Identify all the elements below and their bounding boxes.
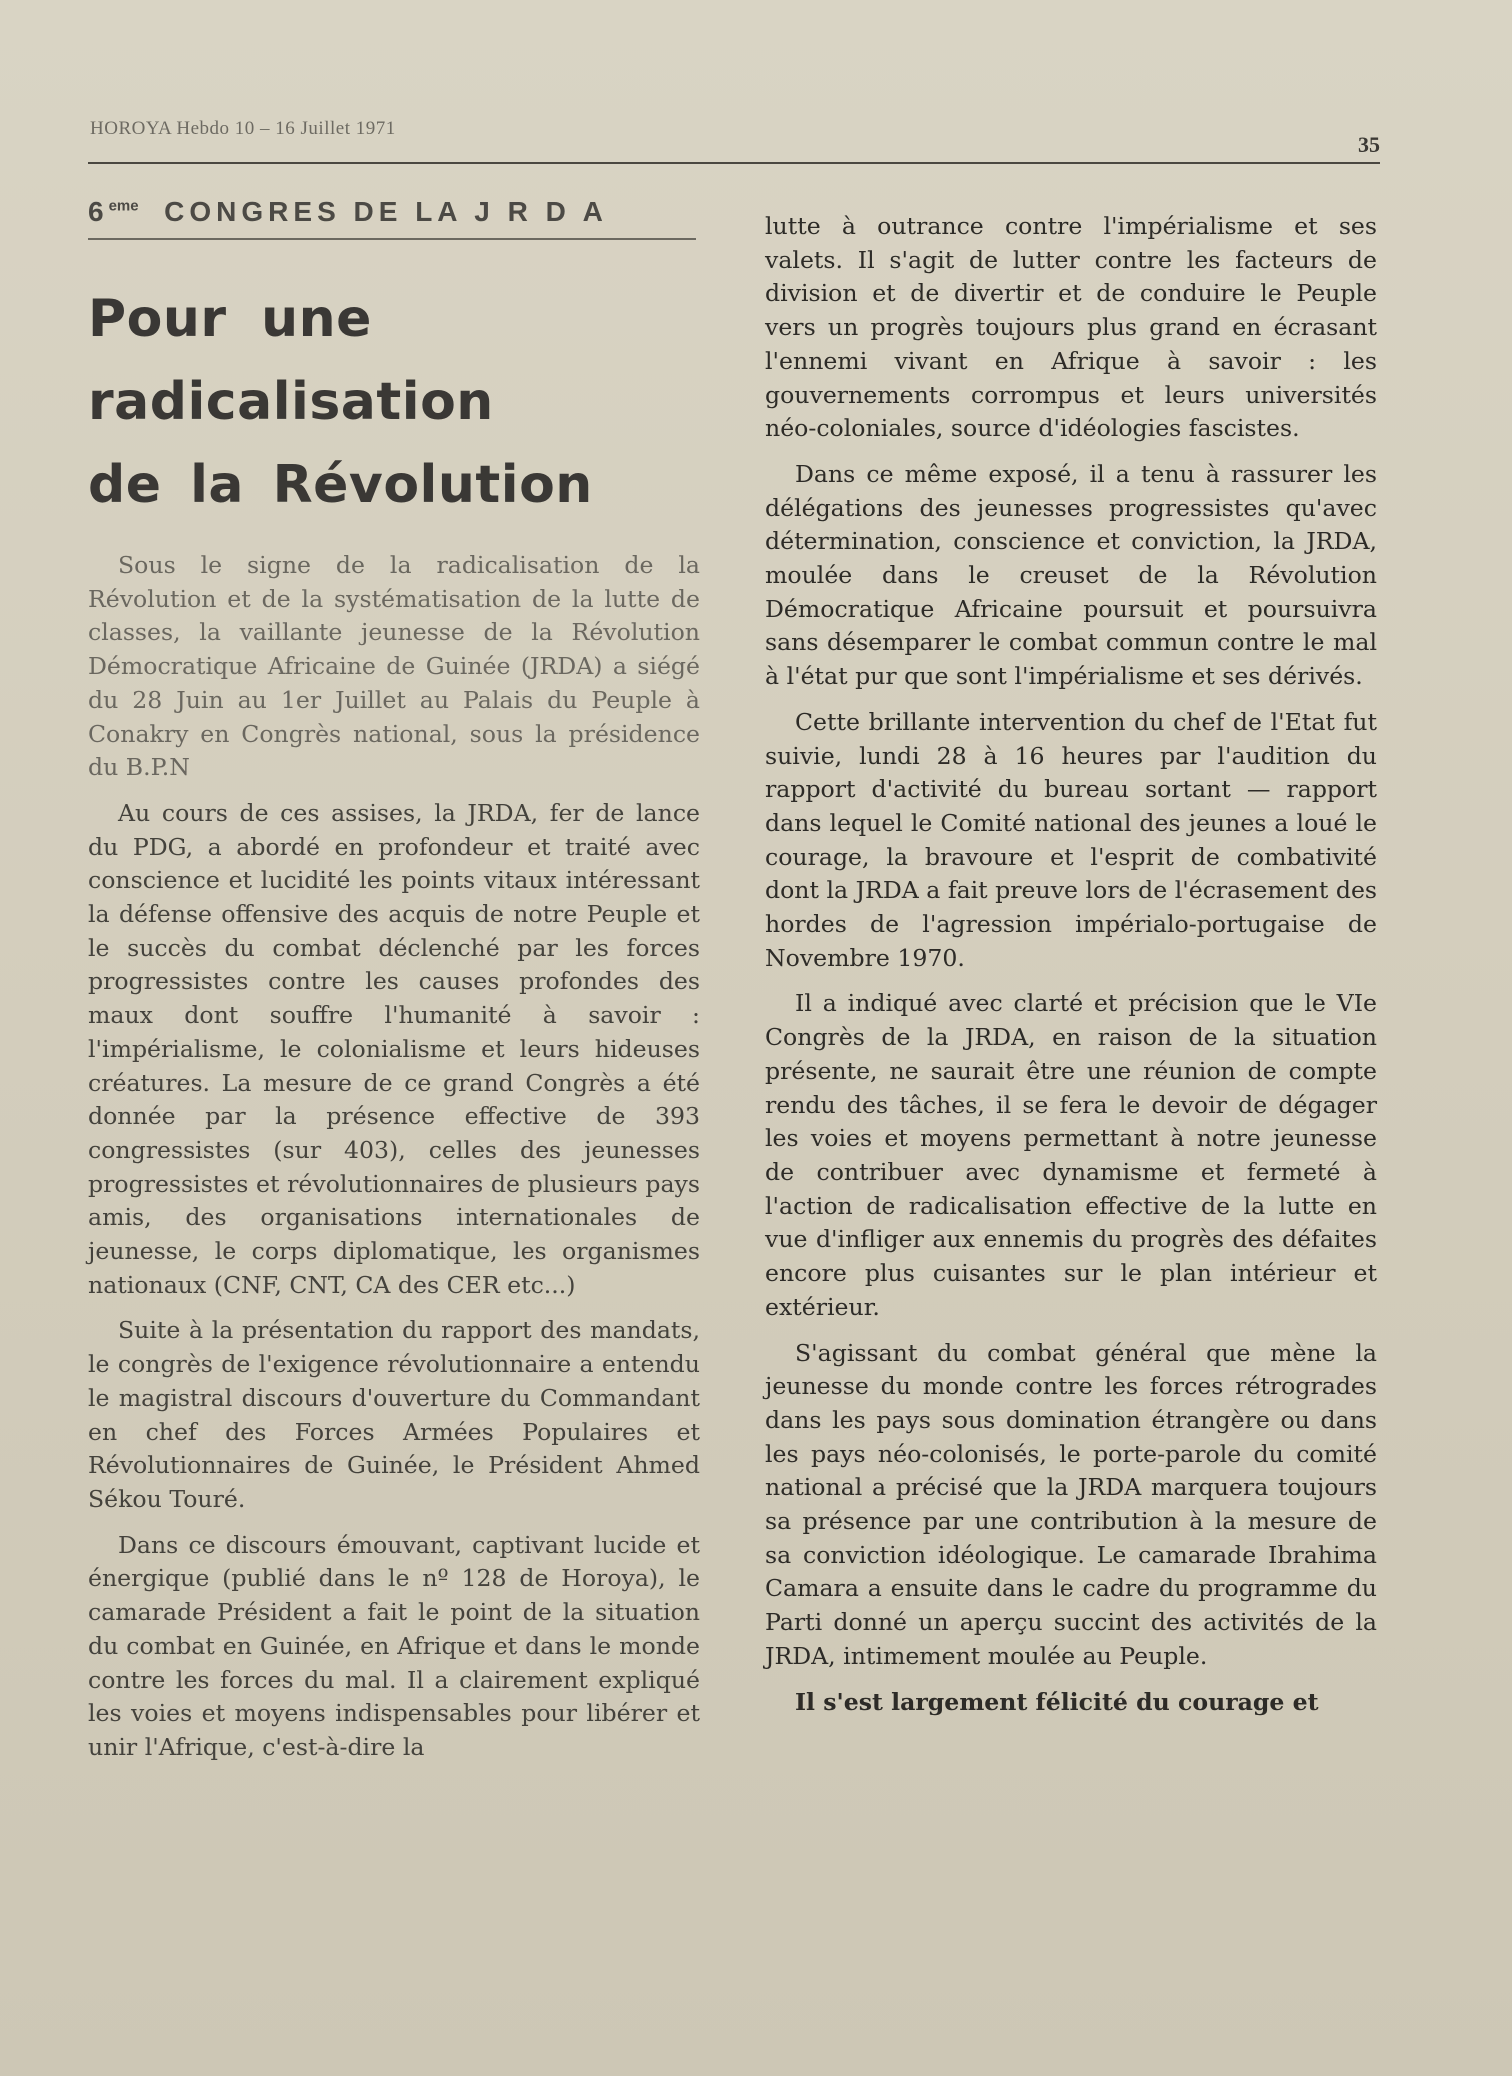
headline-line: Pour une <box>88 289 372 349</box>
running-head <box>90 112 1380 157</box>
article-paragraph: Il a indiqué avec clarté et précision que le VIe Congrès de la JRDA, en raison de la situation présente, ne saurait être une réunion de compte rendu des tâches, il se fera le devoir de dégager les voies et moyens permettant à notre jeunesse de contribuer avec dynamisme et fermeté à l'action de radicalisation effective de la lutte en vue d'infliger aux ennemis du progrès des défaites encore plus cuisantes sur le plan intérieur et extérieur. <box>765 989 1377 1321</box>
kicker-suffix: eme <box>108 197 139 215</box>
article-paragraph: lutte à outrance contre l'impérialisme et ses valets. Il s'agit de lutter contre les facteurs de division et de divertir et de conduire le Peuple vers un progrès toujours plus grand en écrasant l'ennemi vivant en Afrique à savoir : les gouvernements corrompus et leurs universités néo-coloniales, source d'idéologies fascistes. <box>765 212 1377 443</box>
kicker-ordinal: 6 <box>88 196 109 227</box>
article-paragraph: Il s'est largement félicité du courage et <box>795 1687 1319 1716</box>
article-body-left <box>88 549 700 1765</box>
column-left <box>88 196 700 1777</box>
headline-line: de la Révolution <box>88 455 593 515</box>
kicker-text: CONGRES DE LA J R D A <box>164 196 608 227</box>
headline-line: radicalisation <box>88 372 494 432</box>
column-right <box>765 210 1377 1731</box>
page-number: 35 <box>1358 132 1380 157</box>
header-rule <box>88 162 1380 164</box>
publication-line: HOROYA Hebdo 10 – 16 Juillet 1971 <box>90 118 396 139</box>
article-paragraph: Cette brillante intervention du chef de l'Etat fut suivie, lundi 28 à 16 heures par l'audition du rapport d'activité du bureau sortant — rapport dans lequel le Comité national des jeunes a loué le courage, la bravoure et l'esprit de combativité dont la JRDA a fait preuve lors de l'écrasement des hordes de l'agression impérialo-portugaise de Novembre 1970. <box>765 707 1378 972</box>
article-paragraph: Sous le signe de la radicalisation de la Révolution et de la systématisation de la lutte de classes, la vaillante jeunesse de la Révolution Démocratique Africaine de Guinée (JRDA) a siégé du 28 Juin au 1er Juillet au Palais du Peuple à Conakry en Congrès national, sous la présidence du B.P.N <box>88 551 700 782</box>
article-paragraph: S'agissant du combat général que mène la jeunesse du monde contre les forces rétrogrades dans les pays sous domination étrangère ou dans les pays néo-colonisés, le porte-parole du comité national a précisé que la JRDA marquera toujours sa présence par une contribution à la mesure de sa conviction idéologique. Le camarade Ibrahima Camara a ensuite dans le cadre du programme du Parti donné un aperçu succint des activités de la JRDA, intimement moulée au Peuple. <box>765 1338 1377 1670</box>
article-paragraph: Au cours de ces assises, la JRDA, fer de lance du PDG, a abordé en profondeur et traité avec conscience et lucidité les points vitaux intéressant la défense offensive des acquis de notre Peuple et le succès du combat déclenché par les forces progressistes contre les causes profondes des maux dont souffre l'humanité à savoir : l'impérialisme, le colonialisme et leurs hideuses créatures. La mesure de ce grand Congrès a été donnée par la présence effective de 393 congressistes (sur 403), celles des jeunesses progressistes et révolutionnaires de plusieurs pays amis, des organisations internationales de jeunesse, le corps diplomatique, les organismes nationaux (CNF, CNT, CA des CER etc...) <box>88 798 700 1299</box>
section-kicker <box>88 196 696 240</box>
article-paragraph: Dans ce même exposé, il a tenu à rassurer les délégations des jeunesses progressistes qu'avec détermination, conscience et conviction, la JRDA, moulée dans le creuset de la Révolution Démocratique Africaine poursuit et poursuivra sans désemparer le combat commun contre le mal à l'état pur que sont l'impérialisme et ses dérivés. <box>765 459 1377 691</box>
article-paragraph: Suite à la présentation du rapport des mandats, le congrès de l'exigence révolutionnaire a entendu le magistral discours d'ouverture du Commandant en chef des Forces Armées Populaires et Révolutionnaires de Guinée, le Président Ahmed Sékou Touré. <box>88 1316 700 1513</box>
article-headline <box>88 278 700 527</box>
article-paragraph: Dans ce discours émouvant, captivant lucide et énergique (publié dans le nº 128 de Horoya), le camarade Président a fait le point de la situation du combat en Guinée, en Afrique et dans le monde contre les forces du mal. Il a clairement expliqué les voies et moyens indispensables pour libérer et unir l'Afrique, c'est-à-dire la <box>88 1530 700 1761</box>
